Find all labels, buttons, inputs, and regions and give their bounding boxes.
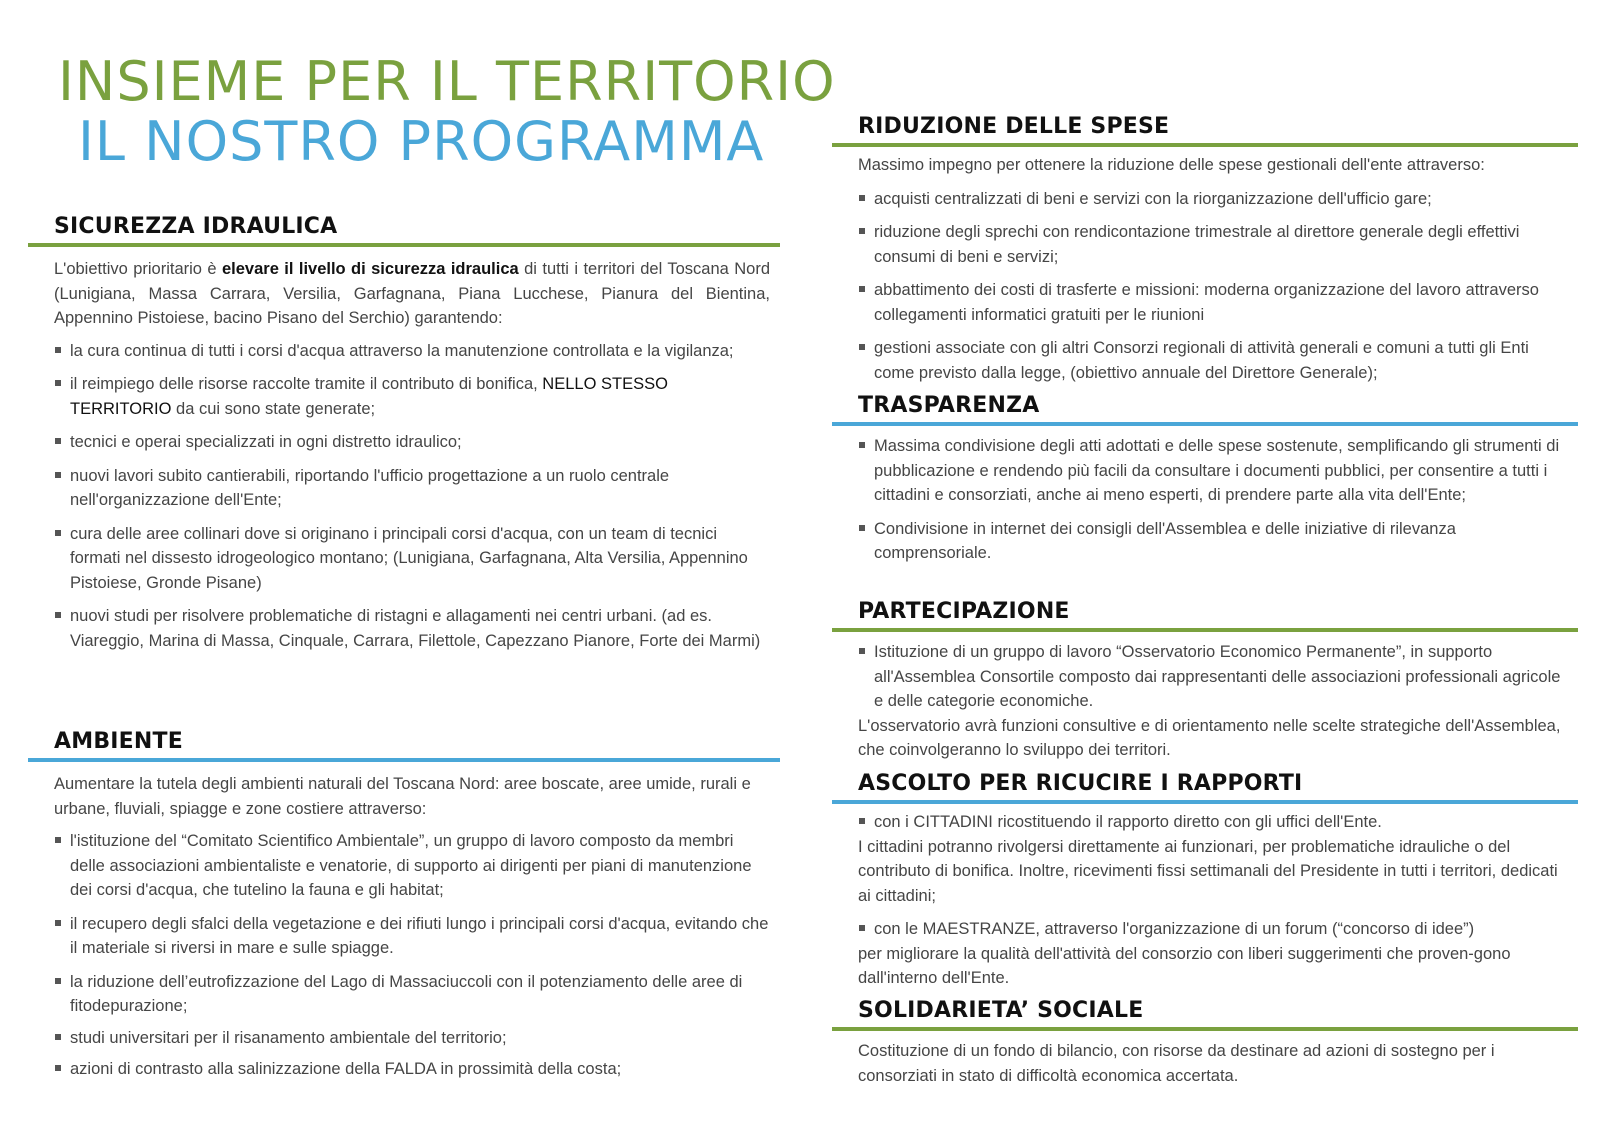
section-body bbox=[832, 153, 1578, 385]
section-intro: Aumentare la tutela degli ambienti naturali del Toscana Nord: aree boscate, aree umide, rurali e urbane, fluviali, spiagge e zone costiere attraverso: bbox=[54, 775, 751, 818]
list-item: cura delle aree collinari dove si originano i principali corsi d'acqua, con un team di tecnici formati nel dissesto idrogeologico montano; (Lunigiana, Garfagnana, Alta Versilia, Appennino Pistoiese, Gronde Pisane) bbox=[54, 522, 770, 596]
section-body bbox=[832, 434, 1578, 566]
bullet-list bbox=[858, 810, 1568, 835]
section-heading: SICUREZZA IDRAULICA bbox=[54, 214, 338, 239]
section-trasparenza bbox=[832, 393, 1578, 566]
section-solidarieta bbox=[832, 998, 1578, 1088]
intro-text: L'obiettivo prioritario è bbox=[54, 260, 222, 278]
list-item: tecnici e operai specializzati in ogni distretto idraulico; bbox=[54, 430, 770, 455]
list-item: la cura continua di tutti i corsi d'acqua attraverso la manutenzione controllata e la vigilanza; bbox=[54, 339, 770, 364]
bullet-list bbox=[54, 339, 770, 654]
section-body bbox=[28, 772, 780, 1082]
list-item: con le MAESTRANZE, attraverso l'organizzazione di un forum (“concorso di idee”) bbox=[858, 917, 1568, 942]
list-item: riduzione degli sprechi con rendicontazione trimestrale al direttore generale degli effettivi consumi di beni e servizi; bbox=[858, 220, 1568, 269]
section-heading: AMBIENTE bbox=[54, 729, 183, 754]
title-line-1: INSIEME PER IL TERRITORIO bbox=[58, 50, 836, 113]
section-sicurezza bbox=[28, 214, 780, 653]
list-item: il recupero degli sfalci della vegetazione e dei rifiuti lungo i principali corsi d'acqua, evitando che il materiale si riversi in mare e sulle spiagge. bbox=[54, 912, 770, 961]
section-partecipazione bbox=[832, 599, 1578, 763]
section-intro: Massimo impegno per ottenere la riduzione delle spese gestionali dell'ente attraverso: bbox=[858, 156, 1485, 174]
list-item: Massima condivisione degli atti adottati e delle spese sostenute, semplificando gli strumenti di pubblicazione e rendendo più facili da consultare i documenti pubblici, per consentire a tutti i cittadini e consorziati, anche ai meno esperti, di prendere parte alla vita dell'Ente; bbox=[858, 434, 1568, 508]
section-ambiente bbox=[28, 729, 780, 1082]
title-line-2: IL NOSTRO PROGRAMMA bbox=[78, 110, 765, 173]
section-heading: RIDUZIONE DELLE SPESE bbox=[858, 114, 1170, 139]
bullet-list bbox=[858, 640, 1568, 714]
section-body bbox=[28, 257, 780, 653]
section-rule bbox=[832, 800, 1578, 804]
section-ascolto bbox=[832, 771, 1578, 991]
list-item: con i CITTADINI ricostituendo il rapporto diretto con gli uffici dell'Ente. bbox=[858, 810, 1568, 835]
list-item: nuovi lavori subito cantierabili, riportando l'ufficio progettazione a un ruolo centrale nell'organizzazione dell'Ente; bbox=[54, 464, 770, 513]
section-rule bbox=[832, 1027, 1578, 1031]
bullet-list bbox=[858, 917, 1568, 942]
section-rule bbox=[28, 758, 780, 762]
list-item: studi universitari per il risanamento ambientale del territorio; bbox=[54, 1026, 770, 1051]
intro-text: di tutti i territori del Toscana Nord (Lunigiana, Massa Carrara, Versilia, Garfagnana, Piana Lucchese, Pianura del Bientina, Appennino Pistoiese, bacino Pisano del Serchio) garantendo: bbox=[54, 260, 770, 327]
section-rule bbox=[832, 422, 1578, 426]
list-item: acquisti centralizzati di beni e servizi con la riorganizzazione dell'ufficio gare; bbox=[858, 187, 1568, 212]
section-text: I cittadini potranno rivolgersi direttamente ai funzionari, per problematiche idrauliche o del contributo di bonifica. Inoltre, ricevimenti fissi settimanali del Presidente in tutti i territori, dedicati ai cittadini; bbox=[858, 837, 1558, 905]
list-item: azioni di contrasto alla salinizzazione della FALDA in prossimità della costa; bbox=[54, 1057, 770, 1082]
section-riduzione bbox=[832, 114, 1578, 385]
list-item bbox=[54, 372, 770, 421]
list-item-emphasis: NELLO STESSO TERRITORIO bbox=[70, 375, 668, 418]
list-item: abbattimento dei costi di trasferte e missioni: moderna organizzazione del lavoro attraverso collegamenti informatici gratuiti per le riunioni bbox=[858, 278, 1568, 327]
list-item: Istituzione di un gruppo di lavoro “Osservatorio Economico Permanente”, in supporto all'Assemblea Consortile composto dai rappresentanti delle associazioni professionali agricole e delle categorie economiche. bbox=[858, 640, 1568, 714]
section-note: L'osservatorio avrà funzioni consultive e di orientamento nelle scelte strategiche dell'Assemblea, che coinvolgeranno lo sviluppo dei territori. bbox=[858, 716, 1561, 759]
bullet-list bbox=[858, 187, 1568, 386]
list-item-text: il reimpiego delle risorse raccolte tramite il contributo di bonifica, bbox=[70, 375, 543, 393]
bullet-list bbox=[858, 434, 1568, 566]
list-item: la riduzione dell’eutrofizzazione del Lago di Massaciuccoli con il potenziamento delle aree di fitodepurazione; bbox=[54, 970, 770, 1019]
list-item: nuovi studi per risolvere problematiche di ristagni e allagamenti nei centri urbani. (ad es. Viareggio, Marina di Massa, Cinquale, Carrara, Filettole, Capezzano Pianore, Forte dei Marmi) bbox=[54, 604, 770, 653]
section-rule bbox=[832, 628, 1578, 632]
section-body bbox=[832, 640, 1578, 763]
section-text: Costituzione di un fondo di bilancio, con risorse da destinare ad azioni di sostegno per i consorziati in stato di difficoltà economica accertata. bbox=[858, 1042, 1495, 1085]
section-heading: ASCOLTO PER RICUCIRE I RAPPORTI bbox=[858, 771, 1303, 796]
section-body bbox=[832, 1039, 1578, 1088]
section-body bbox=[832, 810, 1578, 991]
section-heading: TRASPARENZA bbox=[858, 393, 1040, 418]
list-item: Condivisione in internet dei consigli dell'Assemblea e delle iniziative di rilevanza comprensoriale. bbox=[858, 517, 1568, 566]
intro-highlight: elevare il livello di sicurezza idraulica bbox=[221, 260, 519, 278]
list-item-text: da cui sono state generate; bbox=[171, 399, 376, 418]
list-item: gestioni associate con gli altri Consorzi regionali di attività generali e comuni a tutti gli Enti come previsto dalla legge, (obiettivo annuale del Direttore Generale); bbox=[858, 336, 1568, 385]
section-rule bbox=[28, 243, 780, 247]
section-text: per migliorare la qualità dell'attività del consorzio con liberi suggerimenti che proven-gono dall'interno dell'Ente. bbox=[858, 944, 1511, 987]
list-item: l'istituzione del “Comitato Scientifico Ambientale”, un gruppo di lavoro composto da membri delle associazioni ambientaliste e venatorie, di supporto ai dirigenti per piani di manutenzione dei corsi d'acqua, che tutelino la fauna e gli habitat; bbox=[54, 829, 770, 903]
section-rule bbox=[832, 143, 1578, 147]
section-heading: PARTECIPAZIONE bbox=[858, 599, 1070, 624]
section-heading: SOLIDARIETA’ SOCIALE bbox=[858, 998, 1144, 1023]
section-intro bbox=[54, 257, 770, 331]
bullet-list bbox=[54, 829, 770, 1082]
page-title bbox=[58, 52, 836, 172]
